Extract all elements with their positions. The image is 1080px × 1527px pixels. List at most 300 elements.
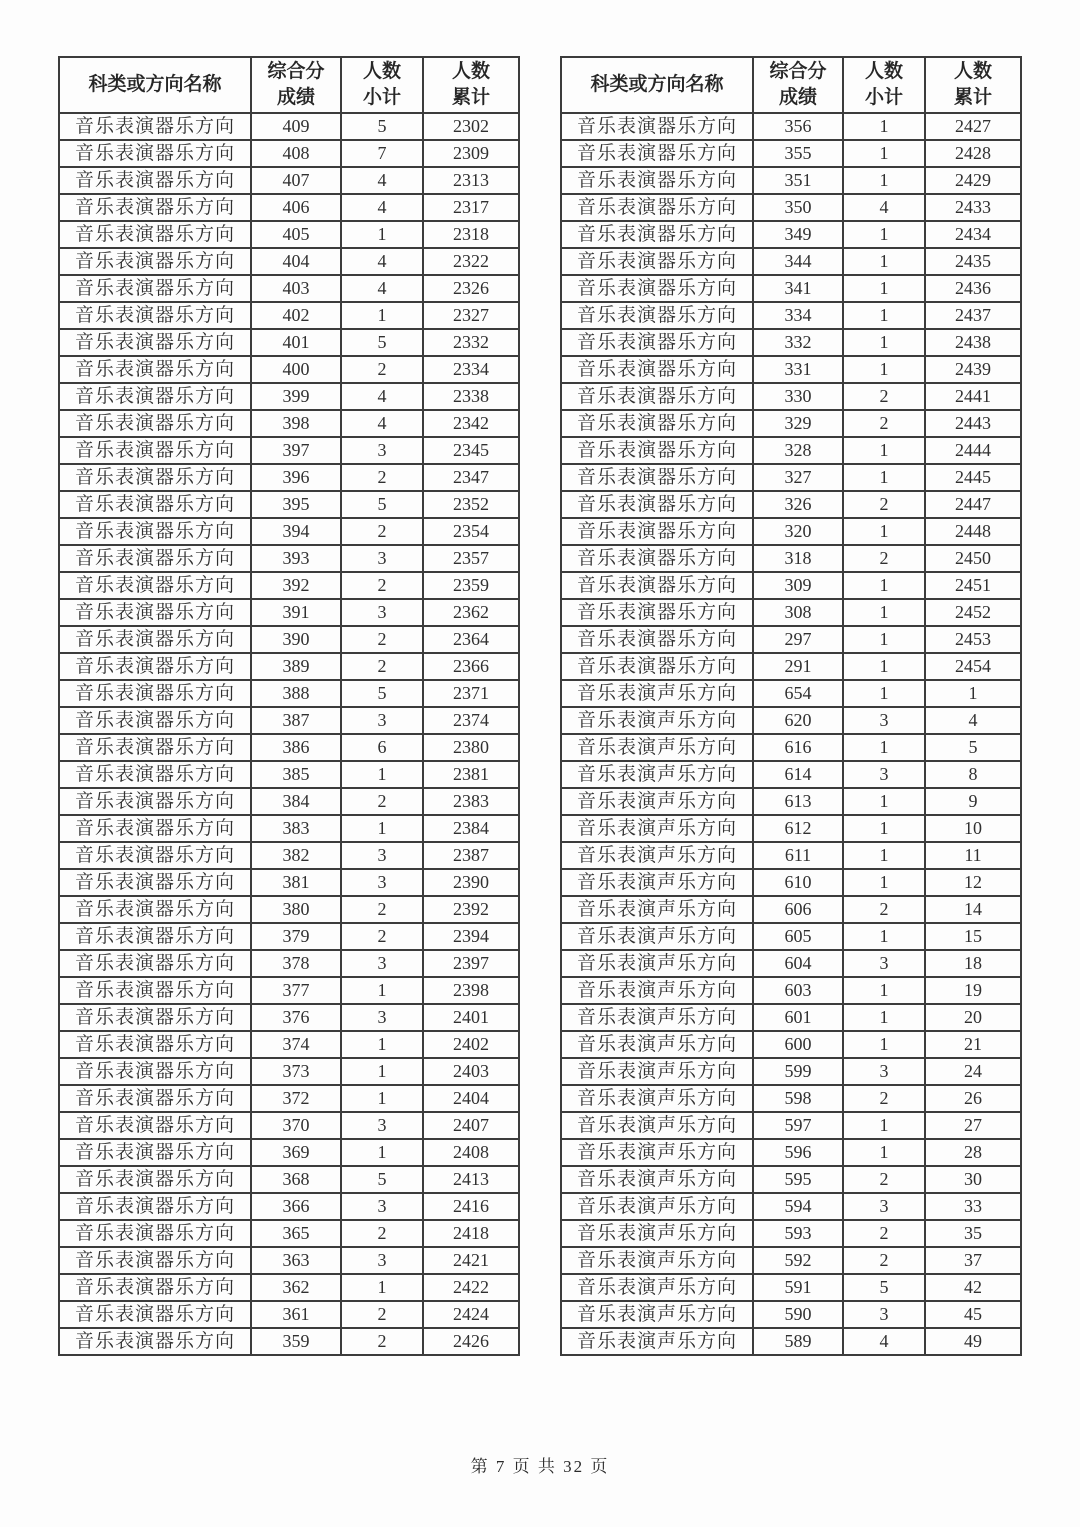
cell-score: 327 — [753, 464, 843, 491]
cell-score: 603 — [753, 977, 843, 1004]
cell-cumulative: 2416 — [423, 1193, 519, 1220]
cell-category: 音乐表演声乐方向 — [561, 896, 753, 923]
cell-cumulative: 35 — [925, 1220, 1021, 1247]
cell-count: 3 — [843, 761, 925, 788]
cell-category: 音乐表演器乐方向 — [59, 1301, 251, 1328]
table-row — [561, 653, 1021, 680]
cell-category: 音乐表演声乐方向 — [561, 1193, 753, 1220]
cell-cumulative: 2452 — [925, 599, 1021, 626]
table-row — [561, 1301, 1021, 1328]
cell-count: 1 — [341, 1085, 423, 1112]
table-row — [561, 1220, 1021, 1247]
table-row — [59, 1058, 519, 1085]
table-row — [59, 788, 519, 815]
table-row — [561, 599, 1021, 626]
table-row — [561, 221, 1021, 248]
cell-count: 3 — [341, 950, 423, 977]
cell-category: 音乐表演器乐方向 — [59, 788, 251, 815]
cell-category: 音乐表演器乐方向 — [59, 842, 251, 869]
cell-cumulative: 4 — [925, 707, 1021, 734]
cell-category: 音乐表演器乐方向 — [59, 815, 251, 842]
table-row — [59, 518, 519, 545]
cell-score: 612 — [753, 815, 843, 842]
cell-category: 音乐表演器乐方向 — [59, 113, 251, 140]
cell-cumulative: 2318 — [423, 221, 519, 248]
cell-count: 2 — [843, 1166, 925, 1193]
cell-count: 1 — [843, 1139, 925, 1166]
cell-count: 2 — [341, 653, 423, 680]
cell-score: 614 — [753, 761, 843, 788]
cell-cumulative: 15 — [925, 923, 1021, 950]
cell-score: 344 — [753, 248, 843, 275]
cell-count: 3 — [341, 842, 423, 869]
cell-category: 音乐表演声乐方向 — [561, 977, 753, 1004]
cell-cumulative: 2426 — [423, 1328, 519, 1355]
cell-score: 595 — [753, 1166, 843, 1193]
cell-count: 2 — [341, 896, 423, 923]
table-row — [561, 680, 1021, 707]
table-row — [561, 1328, 1021, 1355]
table-row — [59, 842, 519, 869]
cell-category: 音乐表演器乐方向 — [561, 113, 753, 140]
cell-cumulative: 2381 — [423, 761, 519, 788]
cell-category: 音乐表演器乐方向 — [59, 1193, 251, 1220]
cell-score: 377 — [251, 977, 341, 1004]
cell-count: 1 — [341, 1031, 423, 1058]
cell-score: 598 — [753, 1085, 843, 1112]
cell-cumulative: 27 — [925, 1112, 1021, 1139]
table-row — [561, 167, 1021, 194]
table-row — [59, 869, 519, 896]
cell-category: 音乐表演声乐方向 — [561, 1058, 753, 1085]
cell-count: 2 — [341, 1301, 423, 1328]
cell-count: 5 — [341, 329, 423, 356]
column-header-count: 人数 小计 — [341, 57, 423, 113]
cell-cumulative: 33 — [925, 1193, 1021, 1220]
table-row — [59, 653, 519, 680]
table-row — [59, 1247, 519, 1274]
cell-cumulative: 2451 — [925, 572, 1021, 599]
cell-count: 1 — [843, 1031, 925, 1058]
cell-score: 620 — [753, 707, 843, 734]
cell-category: 音乐表演器乐方向 — [59, 1247, 251, 1274]
cell-score: 391 — [251, 599, 341, 626]
cell-category: 音乐表演器乐方向 — [59, 464, 251, 491]
cell-category: 音乐表演声乐方向 — [561, 1166, 753, 1193]
table-row — [561, 437, 1021, 464]
table-row — [59, 248, 519, 275]
cell-cumulative: 2407 — [423, 1112, 519, 1139]
table-row — [561, 113, 1021, 140]
cell-category: 音乐表演器乐方向 — [59, 545, 251, 572]
cell-score: 291 — [753, 653, 843, 680]
cell-count: 2 — [341, 788, 423, 815]
table-row — [561, 194, 1021, 221]
cell-count: 1 — [843, 113, 925, 140]
table-row — [561, 1166, 1021, 1193]
cell-count: 1 — [843, 275, 925, 302]
cell-count: 3 — [341, 599, 423, 626]
table-row — [561, 950, 1021, 977]
header-row — [561, 57, 1021, 113]
cell-score: 611 — [753, 842, 843, 869]
cell-category: 音乐表演器乐方向 — [561, 194, 753, 221]
cell-count: 6 — [341, 734, 423, 761]
cell-score: 380 — [251, 896, 341, 923]
cell-category: 音乐表演器乐方向 — [59, 302, 251, 329]
cell-cumulative: 11 — [925, 842, 1021, 869]
cell-cumulative: 2444 — [925, 437, 1021, 464]
table-row — [561, 1247, 1021, 1274]
cell-category: 音乐表演器乐方向 — [59, 248, 251, 275]
cell-score: 398 — [251, 410, 341, 437]
cell-category: 音乐表演声乐方向 — [561, 707, 753, 734]
cell-category: 音乐表演器乐方向 — [561, 437, 753, 464]
cell-score: 400 — [251, 356, 341, 383]
cell-score: 392 — [251, 572, 341, 599]
cell-category: 音乐表演声乐方向 — [561, 1328, 753, 1355]
cell-cumulative: 2383 — [423, 788, 519, 815]
cell-score: 384 — [251, 788, 341, 815]
table-row — [561, 707, 1021, 734]
cell-score: 654 — [753, 680, 843, 707]
cell-score: 393 — [251, 545, 341, 572]
cell-count: 1 — [843, 626, 925, 653]
cell-score: 404 — [251, 248, 341, 275]
cell-cumulative: 2401 — [423, 1004, 519, 1031]
table-row — [561, 869, 1021, 896]
cell-count: 1 — [843, 1112, 925, 1139]
page-footer — [0, 1452, 1080, 1477]
cell-cumulative: 2322 — [423, 248, 519, 275]
cell-score: 616 — [753, 734, 843, 761]
table-row — [561, 788, 1021, 815]
cell-cumulative: 2428 — [925, 140, 1021, 167]
cell-count: 2 — [341, 518, 423, 545]
cell-count: 3 — [341, 869, 423, 896]
table-row — [561, 734, 1021, 761]
cell-category: 音乐表演器乐方向 — [561, 329, 753, 356]
table-row — [59, 734, 519, 761]
cell-score: 394 — [251, 518, 341, 545]
table-row — [59, 1112, 519, 1139]
cell-score: 596 — [753, 1139, 843, 1166]
cell-cumulative: 2429 — [925, 167, 1021, 194]
cell-cumulative: 2418 — [423, 1220, 519, 1247]
cell-score: 318 — [753, 545, 843, 572]
cell-cumulative: 2309 — [423, 140, 519, 167]
cell-score: 379 — [251, 923, 341, 950]
table-row — [59, 815, 519, 842]
cell-cumulative: 2371 — [423, 680, 519, 707]
cell-count: 3 — [843, 1301, 925, 1328]
cell-count: 1 — [843, 842, 925, 869]
cell-score: 362 — [251, 1274, 341, 1301]
cell-score: 331 — [753, 356, 843, 383]
cell-category: 音乐表演声乐方向 — [561, 734, 753, 761]
cell-category: 音乐表演器乐方向 — [59, 1220, 251, 1247]
cell-count: 1 — [341, 1058, 423, 1085]
cell-cumulative: 2380 — [423, 734, 519, 761]
cell-category: 音乐表演器乐方向 — [59, 599, 251, 626]
cell-cumulative: 2342 — [423, 410, 519, 437]
cell-count: 1 — [843, 599, 925, 626]
cell-cumulative: 2354 — [423, 518, 519, 545]
cell-cumulative: 5 — [925, 734, 1021, 761]
table-row — [561, 1058, 1021, 1085]
table-row — [59, 896, 519, 923]
cell-cumulative: 2327 — [423, 302, 519, 329]
table-row — [561, 1085, 1021, 1112]
cell-cumulative: 2374 — [423, 707, 519, 734]
table-row — [561, 977, 1021, 1004]
cell-score: 613 — [753, 788, 843, 815]
score-table-left — [58, 56, 520, 1356]
cell-cumulative: 2359 — [423, 572, 519, 599]
cell-category: 音乐表演器乐方向 — [59, 275, 251, 302]
cell-cumulative: 26 — [925, 1085, 1021, 1112]
cell-cumulative: 2364 — [423, 626, 519, 653]
cell-count: 5 — [341, 113, 423, 140]
cell-cumulative: 2362 — [423, 599, 519, 626]
column-header-count: 人数 小计 — [843, 57, 925, 113]
cell-category: 音乐表演器乐方向 — [59, 734, 251, 761]
table-row — [59, 437, 519, 464]
cell-score: 600 — [753, 1031, 843, 1058]
cell-count: 1 — [341, 815, 423, 842]
cell-count: 3 — [843, 950, 925, 977]
cell-category: 音乐表演声乐方向 — [561, 1247, 753, 1274]
cell-score: 366 — [251, 1193, 341, 1220]
cell-score: 378 — [251, 950, 341, 977]
cell-category: 音乐表演声乐方向 — [561, 1301, 753, 1328]
cell-count: 2 — [341, 464, 423, 491]
cell-cumulative: 2390 — [423, 869, 519, 896]
cell-cumulative: 2345 — [423, 437, 519, 464]
cell-score: 330 — [753, 383, 843, 410]
cell-score: 361 — [251, 1301, 341, 1328]
cell-count: 3 — [341, 707, 423, 734]
cell-category: 音乐表演器乐方向 — [59, 977, 251, 1004]
table-row — [561, 518, 1021, 545]
column-header-cumulative: 人数 累计 — [423, 57, 519, 113]
cell-category: 音乐表演器乐方向 — [59, 221, 251, 248]
cell-score: 373 — [251, 1058, 341, 1085]
cell-cumulative: 2441 — [925, 383, 1021, 410]
cell-category: 音乐表演器乐方向 — [59, 572, 251, 599]
table-row — [561, 1193, 1021, 1220]
page-number-text: 第 7 页 共 32 页 — [470, 1457, 610, 1476]
cell-category: 音乐表演器乐方向 — [561, 491, 753, 518]
cell-count: 4 — [341, 194, 423, 221]
cell-score: 320 — [753, 518, 843, 545]
cell-count: 1 — [341, 761, 423, 788]
cell-category: 音乐表演器乐方向 — [561, 356, 753, 383]
table-row — [59, 113, 519, 140]
cell-score: 309 — [753, 572, 843, 599]
cell-category: 音乐表演器乐方向 — [59, 923, 251, 950]
cell-cumulative: 2402 — [423, 1031, 519, 1058]
cell-cumulative: 2421 — [423, 1247, 519, 1274]
cell-count: 1 — [843, 734, 925, 761]
cell-score: 332 — [753, 329, 843, 356]
cell-count: 5 — [341, 680, 423, 707]
table-row — [59, 1085, 519, 1112]
cell-category: 音乐表演器乐方向 — [59, 194, 251, 221]
cell-cumulative: 2384 — [423, 815, 519, 842]
cell-cumulative: 2439 — [925, 356, 1021, 383]
cell-score: 355 — [753, 140, 843, 167]
cell-score: 401 — [251, 329, 341, 356]
cell-count: 1 — [843, 869, 925, 896]
cell-cumulative: 2338 — [423, 383, 519, 410]
cell-count: 1 — [843, 329, 925, 356]
table-row — [561, 1139, 1021, 1166]
cell-count: 4 — [843, 194, 925, 221]
cell-category: 音乐表演器乐方向 — [59, 329, 251, 356]
cell-category: 音乐表演器乐方向 — [561, 599, 753, 626]
cell-count: 2 — [843, 491, 925, 518]
cell-count: 1 — [341, 221, 423, 248]
column-header-category: 科类或方向名称 — [59, 57, 251, 113]
cell-cumulative: 10 — [925, 815, 1021, 842]
table-row — [561, 626, 1021, 653]
cell-score: 386 — [251, 734, 341, 761]
cell-cumulative: 2424 — [423, 1301, 519, 1328]
cell-score: 369 — [251, 1139, 341, 1166]
cell-score: 368 — [251, 1166, 341, 1193]
cell-category: 音乐表演器乐方向 — [59, 410, 251, 437]
cell-category: 音乐表演声乐方向 — [561, 842, 753, 869]
cell-cumulative: 2413 — [423, 1166, 519, 1193]
cell-cumulative: 2302 — [423, 113, 519, 140]
cell-cumulative: 2427 — [925, 113, 1021, 140]
cell-count: 1 — [341, 1274, 423, 1301]
cell-cumulative: 2404 — [423, 1085, 519, 1112]
cell-cumulative: 2313 — [423, 167, 519, 194]
table-row — [59, 140, 519, 167]
cell-score: 399 — [251, 383, 341, 410]
cell-category: 音乐表演器乐方向 — [561, 140, 753, 167]
cell-score: 591 — [753, 1274, 843, 1301]
cell-category: 音乐表演器乐方向 — [59, 1031, 251, 1058]
cell-cumulative: 42 — [925, 1274, 1021, 1301]
cell-category: 音乐表演器乐方向 — [59, 1274, 251, 1301]
cell-count: 1 — [843, 437, 925, 464]
table-row — [561, 815, 1021, 842]
cell-score: 297 — [753, 626, 843, 653]
cell-category: 音乐表演器乐方向 — [59, 1085, 251, 1112]
cell-category: 音乐表演器乐方向 — [59, 707, 251, 734]
cell-count: 3 — [341, 1112, 423, 1139]
cell-cumulative: 2394 — [423, 923, 519, 950]
column-header-cumulative: 人数 累计 — [925, 57, 1021, 113]
cell-count: 2 — [843, 410, 925, 437]
cell-count: 5 — [341, 1166, 423, 1193]
table-row — [561, 545, 1021, 572]
cell-cumulative: 2450 — [925, 545, 1021, 572]
table-row — [59, 950, 519, 977]
cell-cumulative: 2435 — [925, 248, 1021, 275]
cell-cumulative: 2317 — [423, 194, 519, 221]
cell-score: 406 — [251, 194, 341, 221]
column-header-score: 综合分 成绩 — [251, 57, 341, 113]
cell-count: 2 — [341, 572, 423, 599]
cell-category: 音乐表演器乐方向 — [561, 464, 753, 491]
cell-cumulative: 2326 — [423, 275, 519, 302]
cell-score: 350 — [753, 194, 843, 221]
cell-category: 音乐表演器乐方向 — [561, 221, 753, 248]
cell-cumulative: 2436 — [925, 275, 1021, 302]
table-row — [561, 248, 1021, 275]
cell-category: 音乐表演器乐方向 — [59, 896, 251, 923]
cell-count: 3 — [843, 1058, 925, 1085]
table-row — [59, 707, 519, 734]
cell-score: 356 — [753, 113, 843, 140]
table-row — [561, 923, 1021, 950]
cell-cumulative: 12 — [925, 869, 1021, 896]
cell-score: 376 — [251, 1004, 341, 1031]
cell-category: 音乐表演器乐方向 — [561, 653, 753, 680]
cell-score: 403 — [251, 275, 341, 302]
cell-score: 402 — [251, 302, 341, 329]
cell-score: 349 — [753, 221, 843, 248]
table-row — [59, 410, 519, 437]
table-row — [561, 1274, 1021, 1301]
cell-category: 音乐表演器乐方向 — [59, 1139, 251, 1166]
cell-category: 音乐表演器乐方向 — [59, 167, 251, 194]
cell-count: 3 — [843, 707, 925, 734]
table-row — [59, 1139, 519, 1166]
table-row — [59, 1220, 519, 1247]
cell-count: 1 — [843, 1004, 925, 1031]
cell-category: 音乐表演器乐方向 — [561, 275, 753, 302]
table-row — [59, 761, 519, 788]
cell-count: 1 — [843, 518, 925, 545]
cell-cumulative: 2352 — [423, 491, 519, 518]
cell-category: 音乐表演声乐方向 — [561, 680, 753, 707]
cell-score: 593 — [753, 1220, 843, 1247]
cell-cumulative: 2408 — [423, 1139, 519, 1166]
table-row — [561, 1004, 1021, 1031]
cell-score: 388 — [251, 680, 341, 707]
cell-count: 4 — [341, 167, 423, 194]
cell-category: 音乐表演器乐方向 — [561, 302, 753, 329]
table-row — [59, 680, 519, 707]
cell-cumulative: 9 — [925, 788, 1021, 815]
cell-category: 音乐表演器乐方向 — [59, 1166, 251, 1193]
cell-count: 2 — [843, 545, 925, 572]
table-row — [59, 329, 519, 356]
cell-count: 4 — [843, 1328, 925, 1355]
cell-score: 351 — [753, 167, 843, 194]
column-header-score: 综合分 成绩 — [753, 57, 843, 113]
cell-count: 3 — [341, 437, 423, 464]
score-table-right — [560, 56, 1022, 1356]
cell-count: 1 — [843, 221, 925, 248]
cell-category: 音乐表演声乐方向 — [561, 1031, 753, 1058]
table-row — [561, 275, 1021, 302]
cell-category: 音乐表演器乐方向 — [59, 653, 251, 680]
cell-cumulative: 2366 — [423, 653, 519, 680]
cell-count: 2 — [341, 1328, 423, 1355]
cell-score: 594 — [753, 1193, 843, 1220]
cell-count: 2 — [341, 356, 423, 383]
cell-category: 音乐表演器乐方向 — [59, 1328, 251, 1355]
cell-score: 408 — [251, 140, 341, 167]
cell-cumulative: 2453 — [925, 626, 1021, 653]
table-row — [561, 464, 1021, 491]
